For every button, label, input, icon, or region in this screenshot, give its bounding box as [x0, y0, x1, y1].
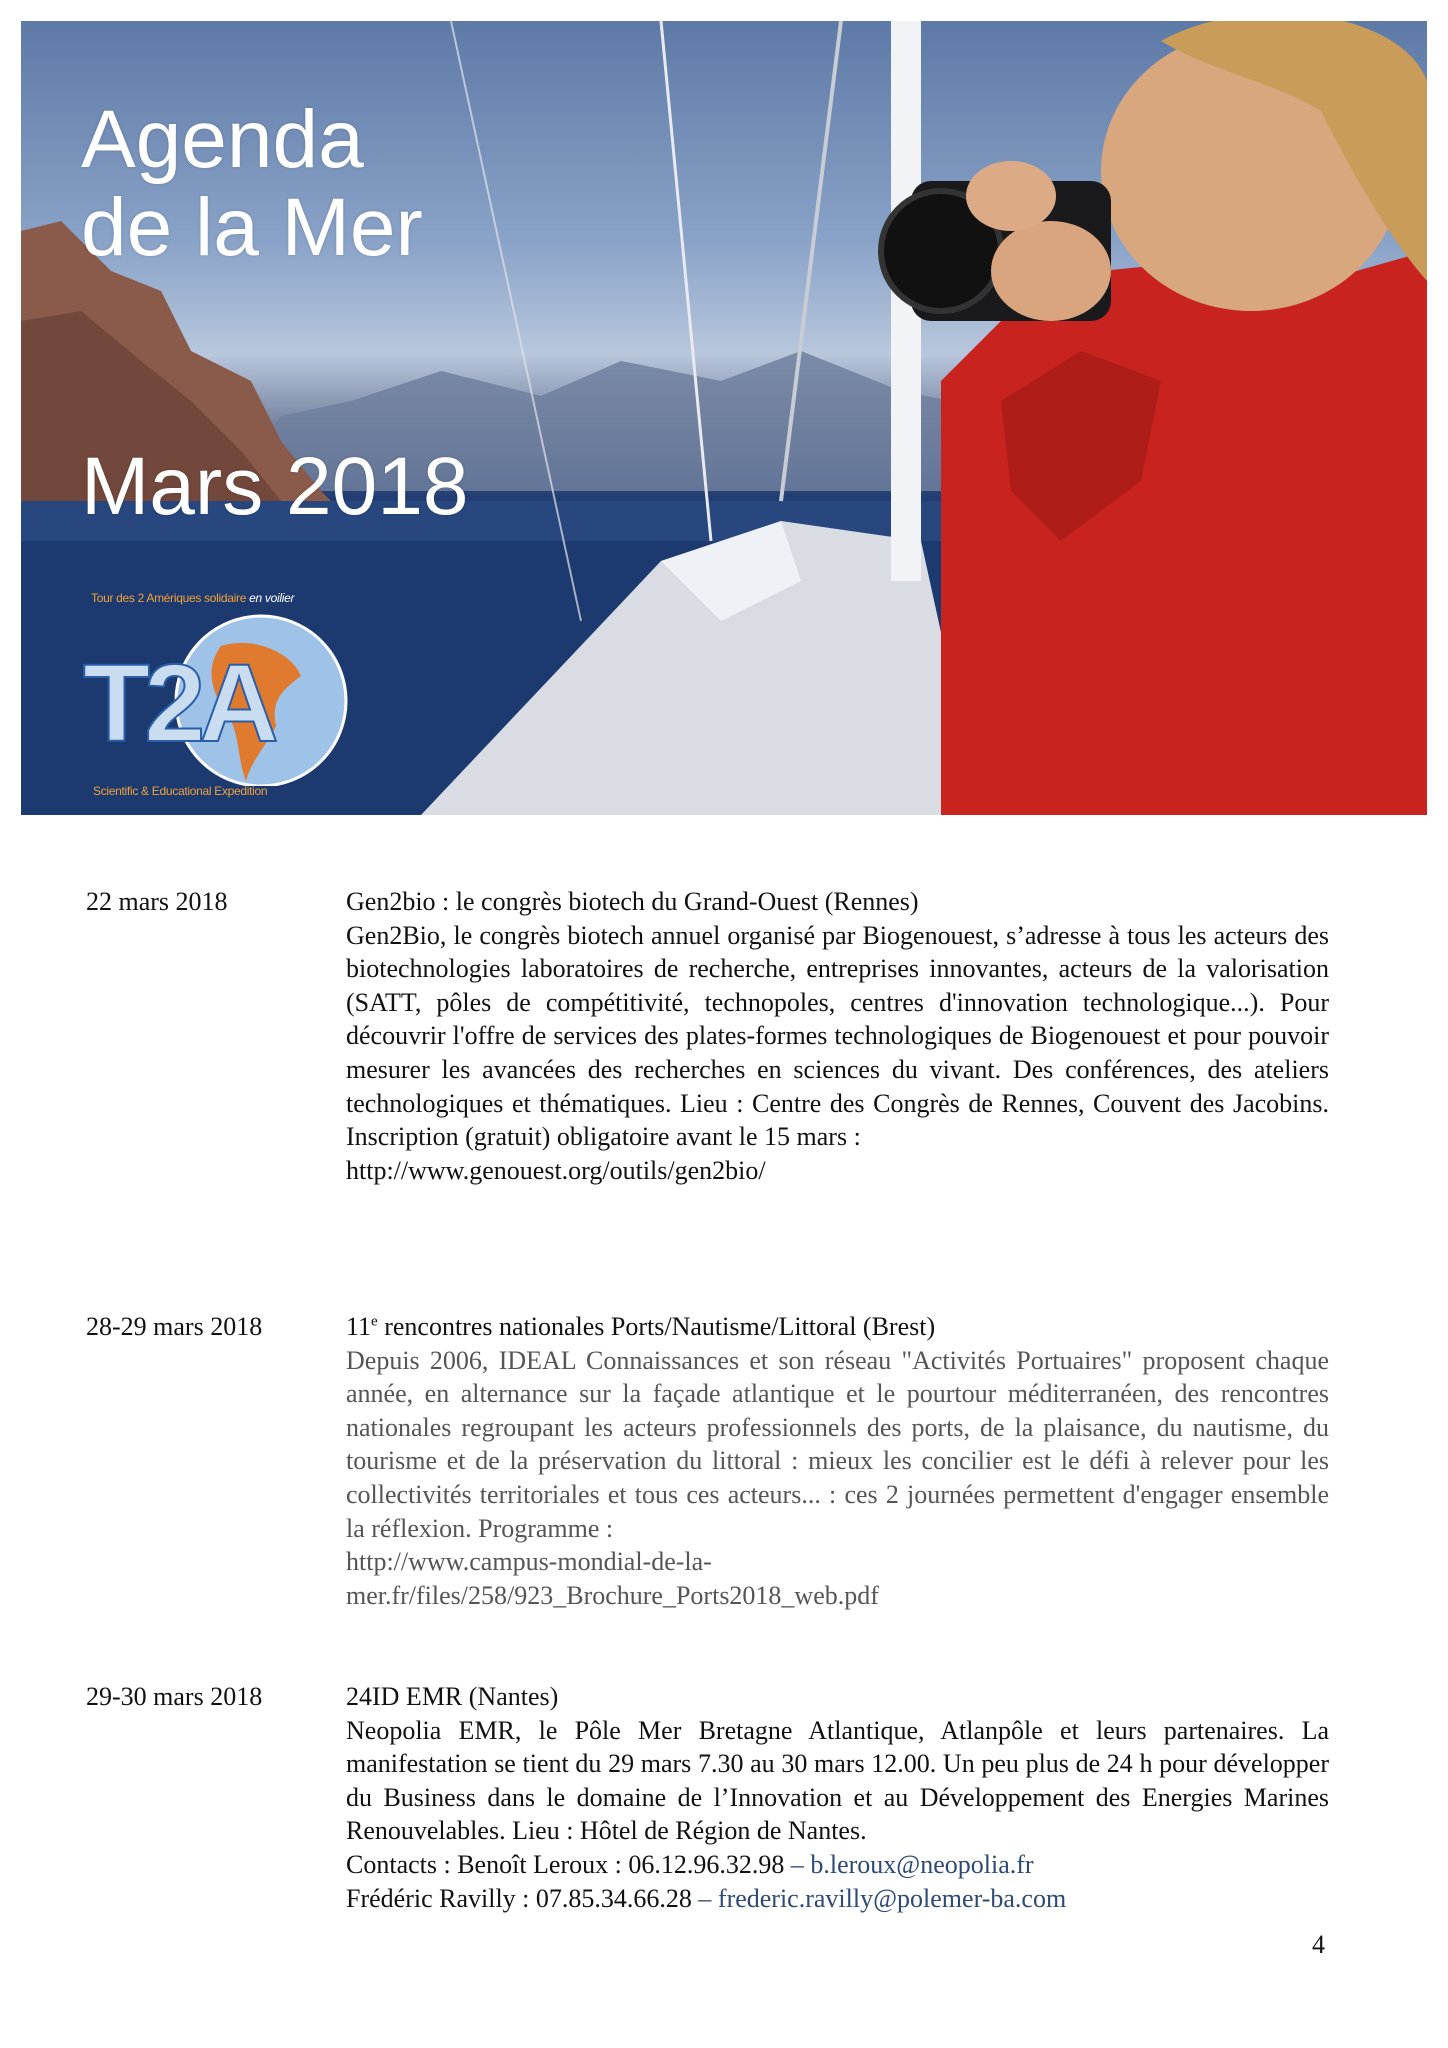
event-title: Gen2bio : le congrès biotech du Grand-Ouest (Rennes) — [346, 887, 919, 916]
email-link[interactable]: b.leroux@neopolia.fr — [810, 1849, 1034, 1879]
event-description: Gen2Bio, le congrès biotech annuel organisé par Biogenouest, s’adresse à tous les acteurs des biotechnologies laboratoires de recherche, entreprises innovantes, acteurs de la valorisation (SATT, pôles de compétitivité, technopoles, centres d'innovation technologique...). Pour découvrir l'offre de services des plates-formes technologiques de Biogenouest et pour pouvoir mesurer les avancées des recherches en sciences du vivant. Des conférences, des ateliers technologiques et thématiques. Lieu : Centre des Congrès de Rennes, Couvent des Jacobins. Inscription (gratuit) obligatoire avant le 15 mars : — [346, 920, 1329, 1152]
banner-title-line2: de la Mer — [81, 182, 423, 273]
banner-title-line3: Mars 2018 — [81, 441, 469, 532]
logo-tagline: Tour des 2 Amériques solidaire en voilier — [91, 591, 295, 605]
banner-title-line1: Agenda — [81, 94, 364, 185]
event-date: 22 mars 2018 — [86, 887, 228, 916]
event-body — [346, 1310, 1329, 1612]
event-date: 29-30 mars 2018 — [86, 1682, 263, 1711]
logo-mark: T2A — [83, 642, 273, 765]
red-jacket — [941, 251, 1427, 815]
event-link[interactable]: http://www.genouest.org/outils/gen2bio/ — [346, 1155, 766, 1185]
event-title: 24ID EMR (Nantes) — [346, 1682, 559, 1711]
email-link[interactable]: frederic.ravilly@polemer-ba.com — [717, 1883, 1067, 1913]
header-banner — [21, 21, 1427, 815]
logo-subtitle: Scientific & Educational Expedition — [93, 784, 268, 798]
event-link[interactable]: http://www.campus-mondial-de-la- mer.fr/files/258/923_Brochure_Ports2018_web.pdf — [346, 1547, 879, 1610]
event-description: Neopolia EMR, le Pôle Mer Bretagne Atlantique, Atlanpôle et leurs partenaires. La manifestation se tient du 29 mars 7.30 au 30 mars 12.00. Un peu plus de 24 h pour développer du Business dans le domaine de l’Innovation et au Développement des Energies Marines Renouvelables. Lieu : Hôtel de Région de Nantes. — [346, 1715, 1329, 1846]
event-date: 28-29 mars 2018 — [86, 1312, 263, 1341]
event-contact: Frédéric Ravilly : 07.85.34.66.28 – frederic.ravilly@polemer-ba.com — [346, 1883, 1067, 1913]
event-description: Depuis 2006, IDEAL Connaissances et son réseau "Activités Portuaires" proposent chaque année, en alternance sur la façade atlantique et le pourtour méditerranéen, des rencontres nationales regroupant les acteurs professionnels des ports, de la plaisance, du nautisme, du tourisme et de la préservation du littoral : mieux les concilier est le défi à relever pour les collectivités territoriales et tous ces acteurs... : ces 2 journées permettent d'engager ensemble la réflexion. Programme : — [346, 1345, 1329, 1543]
event-contact: Contacts : Benoît Leroux : 06.12.96.32.98 – b.leroux@neopolia.fr — [346, 1849, 1034, 1879]
event-body — [346, 1680, 1329, 1915]
event-body — [346, 885, 1329, 1187]
page-number: 4 — [1312, 1930, 1325, 1959]
event-title: 11e rencontres nationales Ports/Nautisme/Littoral (Brest) — [346, 1312, 936, 1341]
